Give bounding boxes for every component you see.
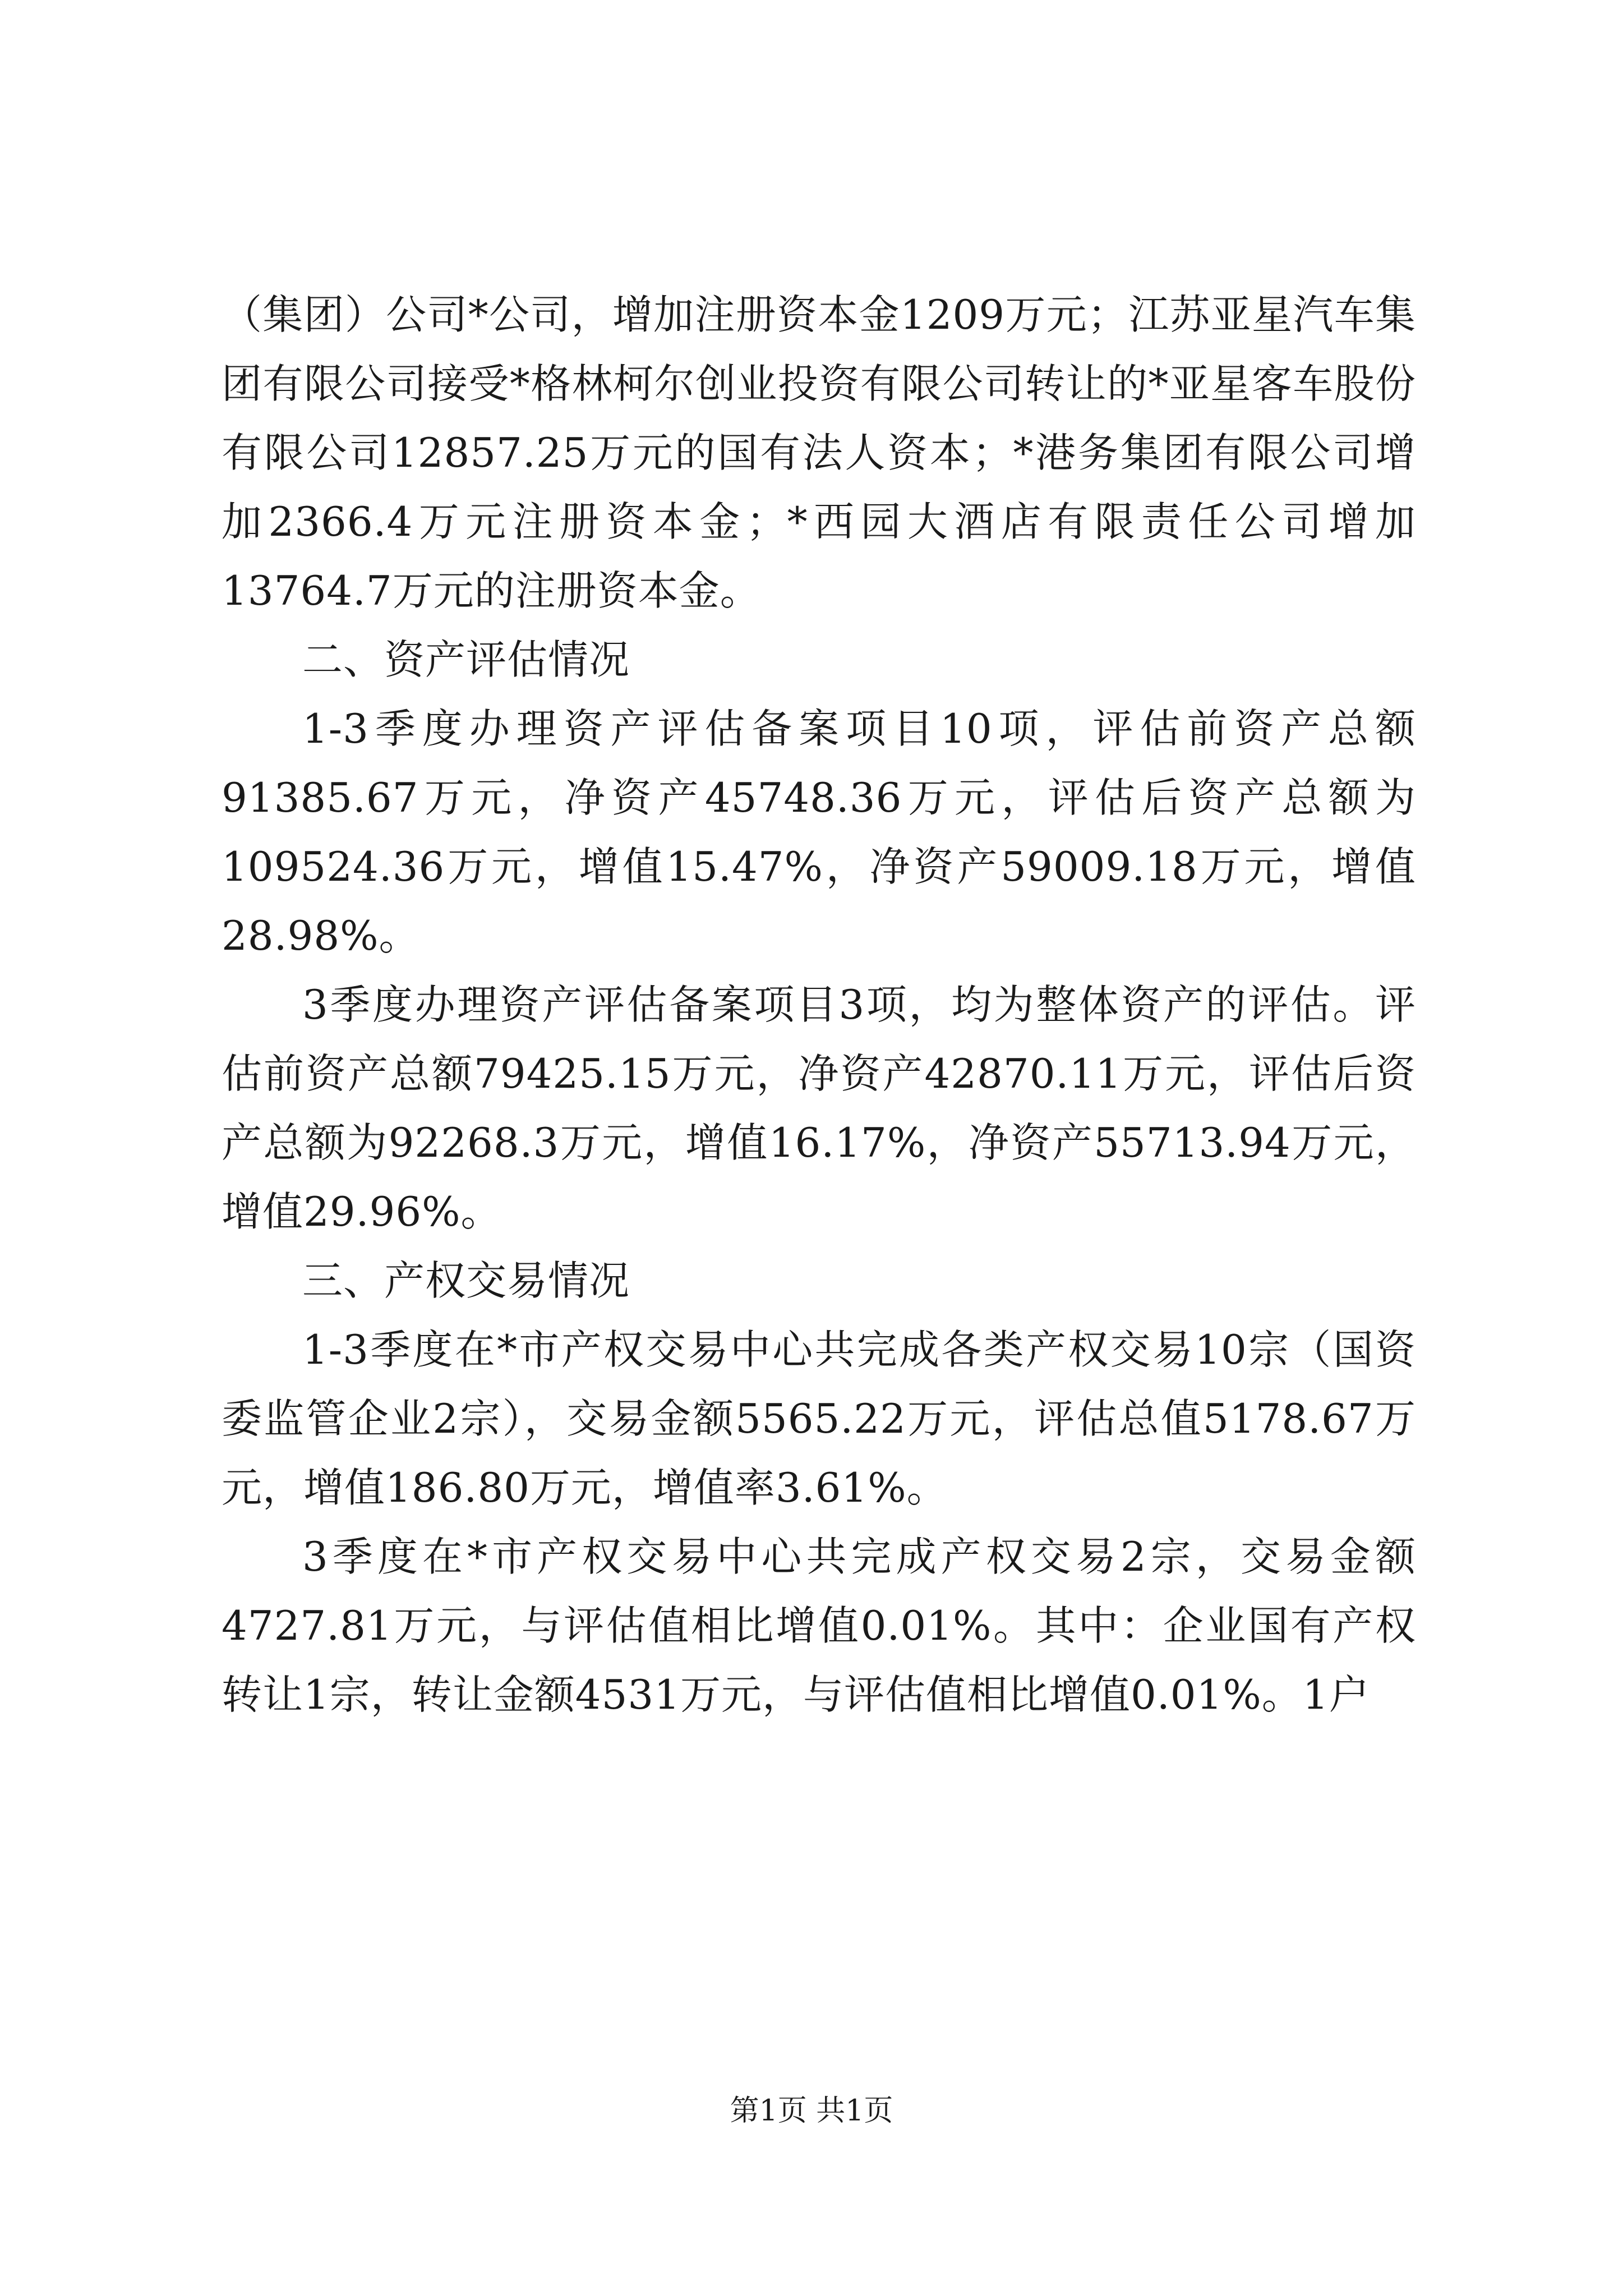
page-footer: 第1页 共1页 — [730, 2094, 893, 2128]
paragraph-trading-q3: 3季度在*市产权交易中心共完成产权交易2宗，交易金额4727.81万元，与评估值相比增值0.01%。其中：企业国有产权转让1宗，转让金额4531万元，与评估值相比增值0.01%。1户 — [222, 1533, 1416, 1718]
paragraph-trading-q1-q3: 1-3季度在*市产权交易中心共完成各类产权交易10宗（国资委监管企业2宗），交易金额5565.22万元，评估总值5178.67万元，增值186.80万元，增值率3.61%。 — [222, 1326, 1416, 1511]
paragraph-evaluation-q1-q3: 1-3季度办理资产评估备案项目10项，评估前资产总额91385.67万元，净资产45748.36万元，评估后资产总额为109524.36万元，增值15.47%，净资产59009.18万元，增值28.98%。 — [222, 705, 1416, 959]
paragraph-capital-increase: （集团）公司*公司，增加注册资本金1209万元；江苏亚星汽车集团有限公司接受*格林柯尔创业投资有限公司转让的*亚星客车股份有限公司12857.25万元的国有法人资本；*港务集团有限公司增加2366.4万元注册资本金；*西园大酒店有限责任公司增加13764.7万元的注册资本金。 — [222, 291, 1416, 614]
paragraph-evaluation-q3: 3季度办理资产评估备案项目3项，均为整体资产的评估。评估前资产总额79425.15万元，净资产42870.11万元，评估后资产总额为92268.3万元，增值16.17%，净资产55713.94万元，增值29.96%。 — [222, 981, 1416, 1235]
section-heading-asset-evaluation: 二、资产评估情况 — [302, 636, 630, 683]
document-body — [222, 280, 1416, 1729]
section-heading-property-trading: 三、产权交易情况 — [302, 1257, 630, 1304]
